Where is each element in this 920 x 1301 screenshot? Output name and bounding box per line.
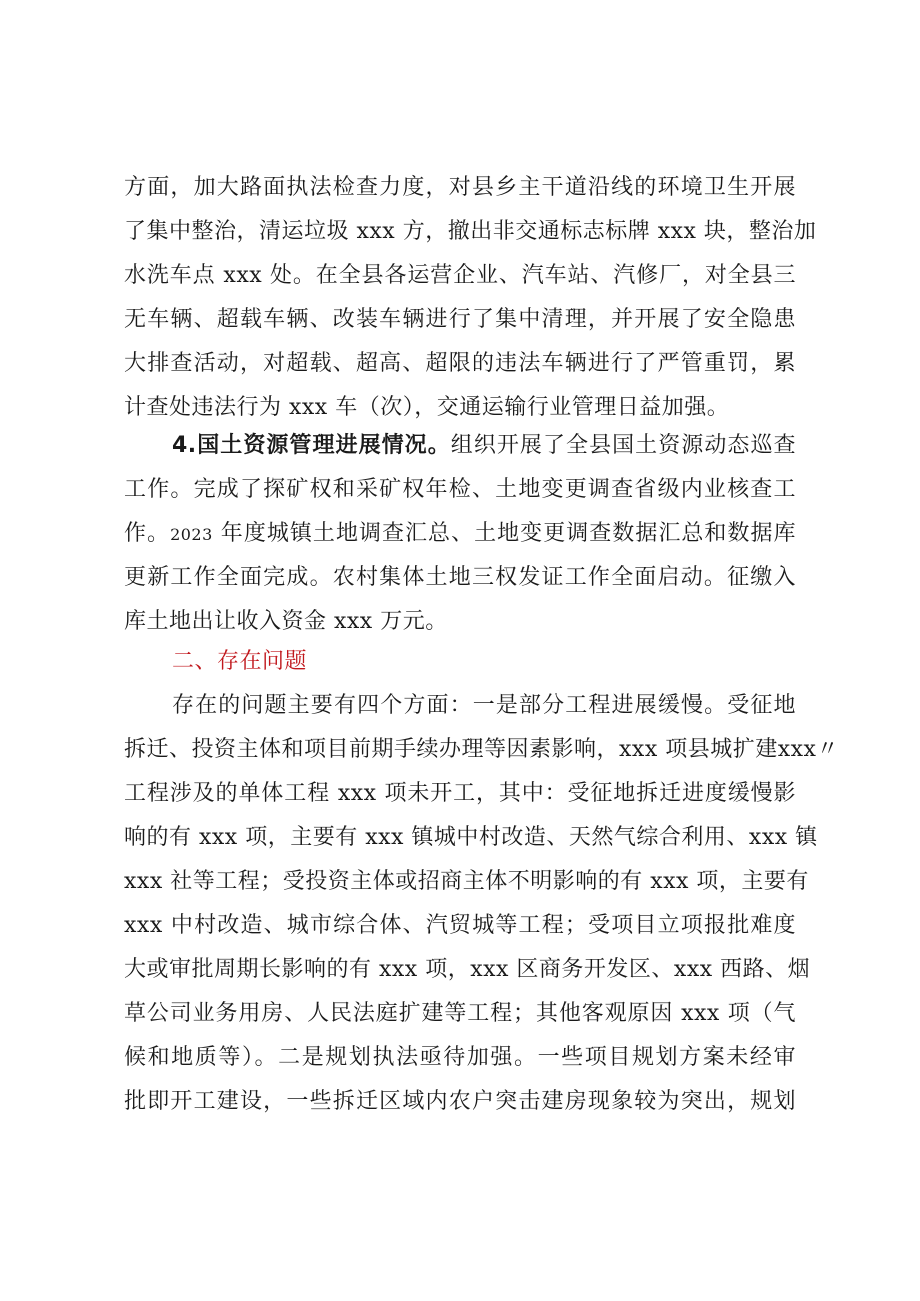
paragraph-line: 拆迁、投资主体和项目前期手续办理等因素影响，xxx 项县城扩建xxx〃 <box>124 737 839 762</box>
paragraph-line <box>172 424 796 468</box>
paragraph-text: 年度城镇土地调查汇总、土地变更调查数据汇总和数据库 <box>212 521 796 546</box>
paragraph-line: xxx 中村改造、城市综合体、汽贸城等工程；受项目立项报批难度 <box>124 913 796 938</box>
paragraph-line: 候和地质等）。二是规划执法亟待加强。一些项目规划方案未经审 <box>124 1045 796 1070</box>
paragraph-line: 响的有 xxx 项，主要有 xxx 镇城中村改造、天然气综合利用、xxx 镇 <box>124 825 818 850</box>
paragraph-line: 计查处违法行为 xxx 车（次），交通运输行业管理日益加强。 <box>124 395 730 420</box>
paragraph-line: 水洗车点 xxx 处。在全县各运营企业、汽车站、汽修厂，对全县三 <box>124 263 796 288</box>
paragraph-line: 工作。完成了探矿权和采矿权年检、土地变更调查省级内业核查工 <box>124 477 796 502</box>
paragraph-line: 库土地出让收入资金 xxx 万元。 <box>124 609 448 634</box>
paragraph-line: 无车辆、超载车辆、改装车辆进行了集中清理，并开展了安全隐患 <box>124 307 796 332</box>
paragraph-text: 组织开展了全县国土资源动态巡查 <box>450 433 796 458</box>
paragraph-line: xxx 社等工程；受投资主体或招商主体不明影响的有 xxx 项，主要有 <box>124 869 809 894</box>
paragraph-line: 大或审批周期长影响的有 xxx 项，xxx 区商务开发区、xxx 西路、烟 <box>124 957 811 982</box>
paragraph-line: 工程涉及的单体工程 xxx 项未开工，其中：受征地拆迁进度缓慢影 <box>124 781 796 806</box>
section-heading: 二、存在问题 <box>172 649 308 674</box>
paragraph-line: 大排查活动，对超载、超高、超限的违法车辆进行了严管重罚，累 <box>124 351 796 376</box>
paragraph-line: 更新工作全面完成。农村集体土地三权发证工作全面启动。征缴入 <box>124 565 796 590</box>
paragraph-line: 存在的问题主要有四个方面：一是部分工程进展缓慢。受征地 <box>172 693 796 718</box>
subsection-heading: 4.国土资源管理进展情况。 <box>172 433 451 458</box>
paragraph-line: 了集中整治，清运垃圾 xxx 方，撤出非交通标志标牌 xxx 块，整治加 <box>124 219 817 244</box>
paragraph-line: 批即开工建设，一些拆迁区域内农户突击建房现象较为突出，规划 <box>124 1089 796 1114</box>
year-number: 2023 <box>170 525 213 544</box>
paragraph-line: 方面，加大路面执法检查力度，对县乡主干道沿线的环境卫生开展 <box>124 175 796 200</box>
paragraph-line <box>124 512 796 556</box>
paragraph-line: 草公司业务用房、人民法庭扩建等工程；其他客观原因 xxx 项（气 <box>124 1001 796 1026</box>
paragraph-text: 作。 <box>124 521 171 546</box>
